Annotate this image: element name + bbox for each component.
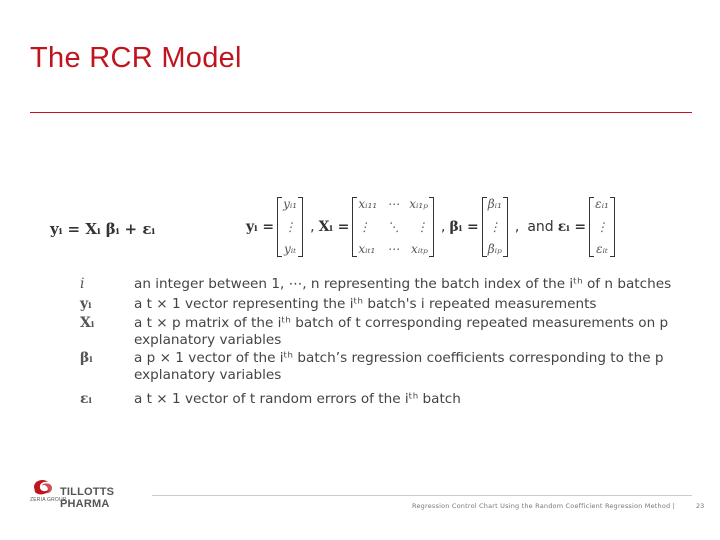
model-equation: yᵢ = Xᵢ βᵢ + εᵢ [50,220,156,238]
x-entry: xᵢₜ₁ [358,242,376,256]
company-logo [30,476,160,510]
definition-row [76,315,696,349]
x-entry: xᵢ₁ₚ [409,197,428,211]
definition-text: a t × 1 vector representing the iᵗʰ batch's i repeated measurements [134,296,597,312]
y-vector [277,197,303,257]
epsilon-entry: εᵢ₁ [595,197,609,211]
definition-symbol: yᵢ [80,296,92,312]
definition-text: a p × 1 vector of the iᵗʰ batch’s regression coefficients corresponding to the p explanatory variables [134,350,664,383]
beta-vector [482,197,508,257]
definition-text: a t × 1 vector of t random errors of the iᵗʰ batch [134,391,461,407]
definition-symbol: εᵢ [80,391,92,407]
x-entry: ⋱ [387,219,400,234]
y-lhs: yᵢ = [246,219,275,235]
beta-entry: βᵢₚ [487,242,502,256]
beta-entry: ⋮ [488,219,501,234]
definition-row [76,391,696,408]
definition-row [76,276,696,293]
x-entry: ⋮ [415,219,428,234]
y-entry: yᵢ₁ [283,197,298,211]
y-entry: ⋮ [284,219,297,234]
x-entry: ⋯ [387,197,400,211]
title-divider [30,112,692,113]
definition-row [76,350,696,384]
brand-group: ZERIA GROUP [30,497,67,503]
definition-text: an integer between 1, ⋯, n representing the batch index of the iᵗʰ of n batches [134,276,672,292]
logo-mark-icon [30,476,56,498]
x-matrix [352,197,434,257]
beta-entry: βᵢ₁ [487,197,502,211]
x-lhs: Xᵢ = [318,219,350,235]
beta-lhs: βᵢ = [449,219,479,235]
definitions-list [76,276,696,408]
definition-symbol: βᵢ [80,350,93,366]
definition-symbol: i [80,276,85,292]
definition-row [76,296,696,313]
definition-text: a t × p matrix of the iᵗʰ batch of t corresponding repeated measurements on p explanatory variables [134,315,669,348]
brand-name: TILLOTTS PHARMA [60,486,115,510]
epsilon-entry: ⋮ [595,219,608,234]
footer-divider [152,495,692,496]
x-entry: xᵢₜₚ [411,242,428,256]
footer-caption: Regression Control Chart Using the Random Coefficient Regression Method | [412,502,675,510]
y-entry: yᵢₜ [284,242,297,256]
x-entry: ⋯ [387,242,400,256]
epsilon-lhs: εᵢ = [557,219,587,235]
page-number: 23 [696,502,705,510]
slide-title: The RCR Model [30,42,242,74]
x-entry: xᵢ₁₁ [358,197,378,211]
epsilon-vector [589,197,615,257]
and-word: and [527,219,554,235]
epsilon-entry: εᵢₜ [596,242,608,256]
definition-symbol: Xᵢ [80,315,95,331]
x-entry: ⋮ [358,219,371,234]
matrix-definitions: yᵢ = yᵢ₁ ⋮ yᵢₜ , Xᵢ = xᵢ₁₁ ⋯ xᵢ₁ₚ ⋮ ⋱ ⋮ xᵢₜ₁ ⋯ xᵢₜₚ , βᵢ = βᵢ₁ ⋮ βᵢₚ , and εᵢ = εᵢ₁ ⋮ εᵢₜ [246,194,686,260]
